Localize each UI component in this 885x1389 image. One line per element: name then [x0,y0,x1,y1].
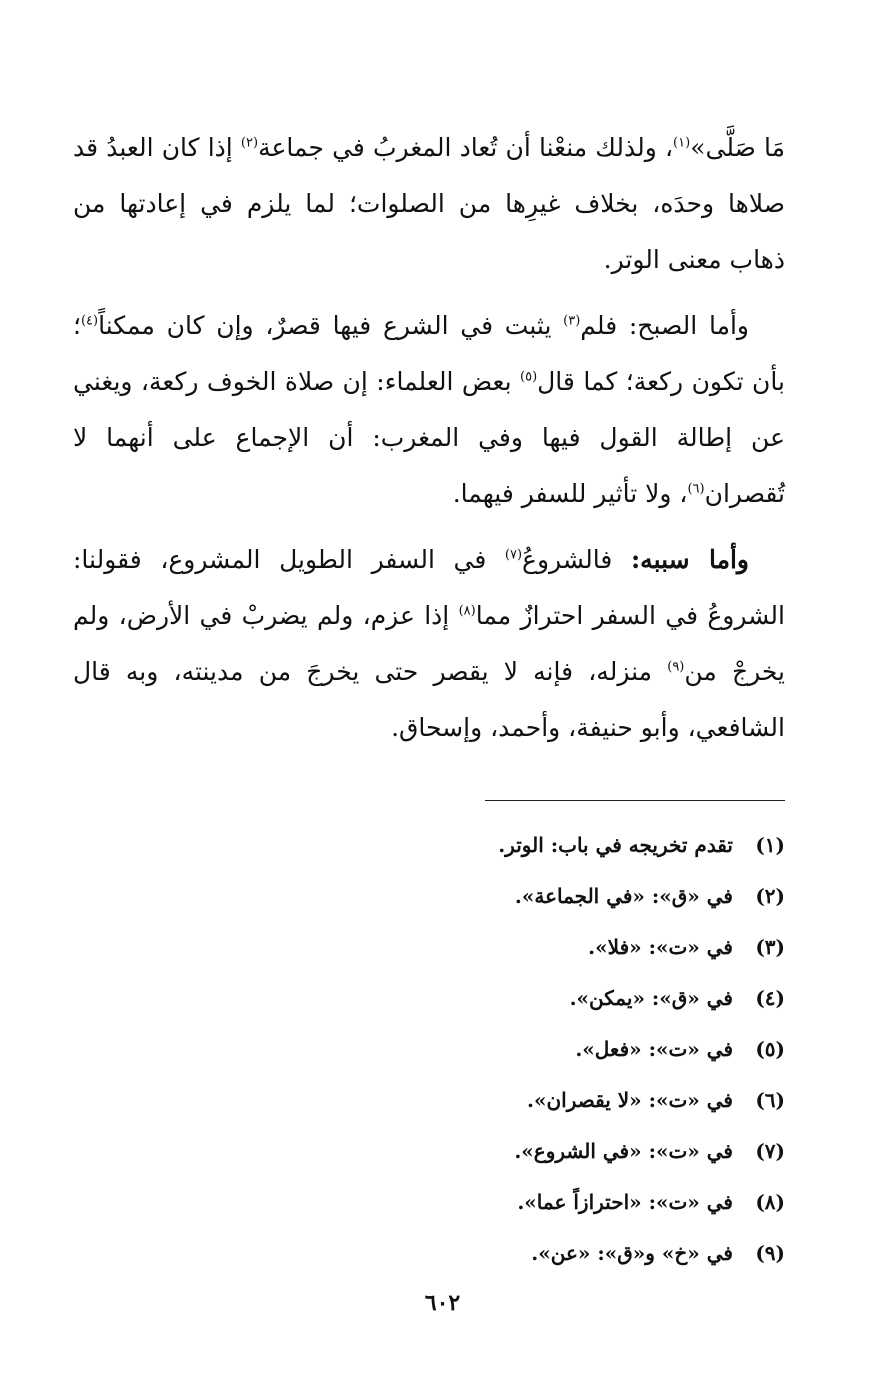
paragraph-text: وأما الصبح: فلم [580,311,749,340]
paragraph-text: منزله، فإنه لا يقصر حتى يخرجَ من مدينته، وبه قال الشافعي، وأبو حنيفة، وأحمد، وإسحاق. [73,657,785,742]
footnote-text: في «ت»: «في الشروع». [514,1139,733,1163]
footnote-number: (٢) [755,884,785,908]
footnote-number: (٧) [755,1139,785,1163]
footnote-reference: (٦) [687,481,705,497]
footnote-reference: (٩) [667,659,685,675]
footnote-item [85,922,785,973]
footnote-number: (٤) [755,986,785,1010]
footnote-item [85,1228,785,1279]
footnote-number: (٩) [755,1241,785,1265]
footnote-text: في «ت»: «فعل». [575,1037,733,1061]
footnote-separator [485,800,785,801]
paragraph-text: فالشروعُ [522,545,631,574]
footnote-item [85,1024,785,1075]
paragraph-text: إذا عزم، ولم يضربْ في الأرض، ولم يخرجْ من [73,601,785,686]
footnote-reference: (٢) [240,135,259,151]
paragraph-text: ، ولا تأثير للسفر فيهما. [452,479,688,508]
footnote-reference: (٥) [520,369,538,385]
body-paragraph [73,298,785,522]
footnote-text: في «ق»: «في الجماعة». [514,884,733,908]
footnote-number: (٥) [755,1037,785,1061]
footnote-reference: (٧) [504,547,523,563]
footnote-item [85,973,785,1024]
body-paragraph [73,120,785,288]
footnote-text: في «ت»: «احترازاً عما». [517,1190,733,1214]
body-paragraph [73,532,785,756]
footnote-text: في «خ» و«ق»: «عن». [531,1241,733,1265]
paragraph-text: ، ولذلك منعْنا أن تُعاد المغربُ في جماعة [258,133,674,162]
footnote-text: في «ت»: «فلا». [588,935,733,959]
paragraph-text: بعض العلماء: إن صلاة الخوف ركعة، ويغني عن إطالة القول فيها وفي المغرب: أن الإجماع على أنهما لا تُقصران [73,367,785,508]
footnote-number: (٦) [755,1088,785,1112]
paragraph-text: يثبت في الشرع فيها قصرٌ، وإن كان ممكناً [98,311,564,340]
footnote-reference: (٣) [563,313,581,329]
footnote-reference: (٨) [458,603,476,619]
paragraph-text: ؛ بأن تكون ركعة؛ كما قال [73,311,785,396]
footnote-list [85,820,785,1279]
footnote-item [85,1177,785,1228]
page-number: ٦٠٢ [424,1290,461,1316]
footnote-number: (٨) [755,1190,785,1214]
footnote-text: تقدم تخريجه في باب: الوتر. [498,833,733,857]
footnote-item [85,871,785,922]
footnote-number: (١) [755,833,785,857]
footnote-item [85,820,785,871]
paragraph-text: إذا كان العبدُ قد صلاها وحدَه، بخلاف غيرِها من الصلوات؛ لما يلزم في إعادتها من ذهاب معنى الوتر. [73,133,785,274]
footnote-item [85,1075,785,1126]
footnote-reference: (١) [673,135,691,151]
footnote-text: في «ق»: «يمكن». [569,986,733,1010]
main-text-body [73,120,785,766]
footnote-text: في «ت»: «لا يقصران». [526,1088,733,1112]
footnote-reference: (٤) [80,313,99,329]
paragraph-text: مَا صَلَّى» [690,133,785,162]
footnote-item [85,1126,785,1177]
paragraph-text: في السفر الطويل المشروع، فقولنا: الشروعُ في السفر احترازٌ مما [73,545,785,630]
section-heading-text: وأما سببه: [630,545,749,574]
footnote-number: (٣) [755,935,785,959]
